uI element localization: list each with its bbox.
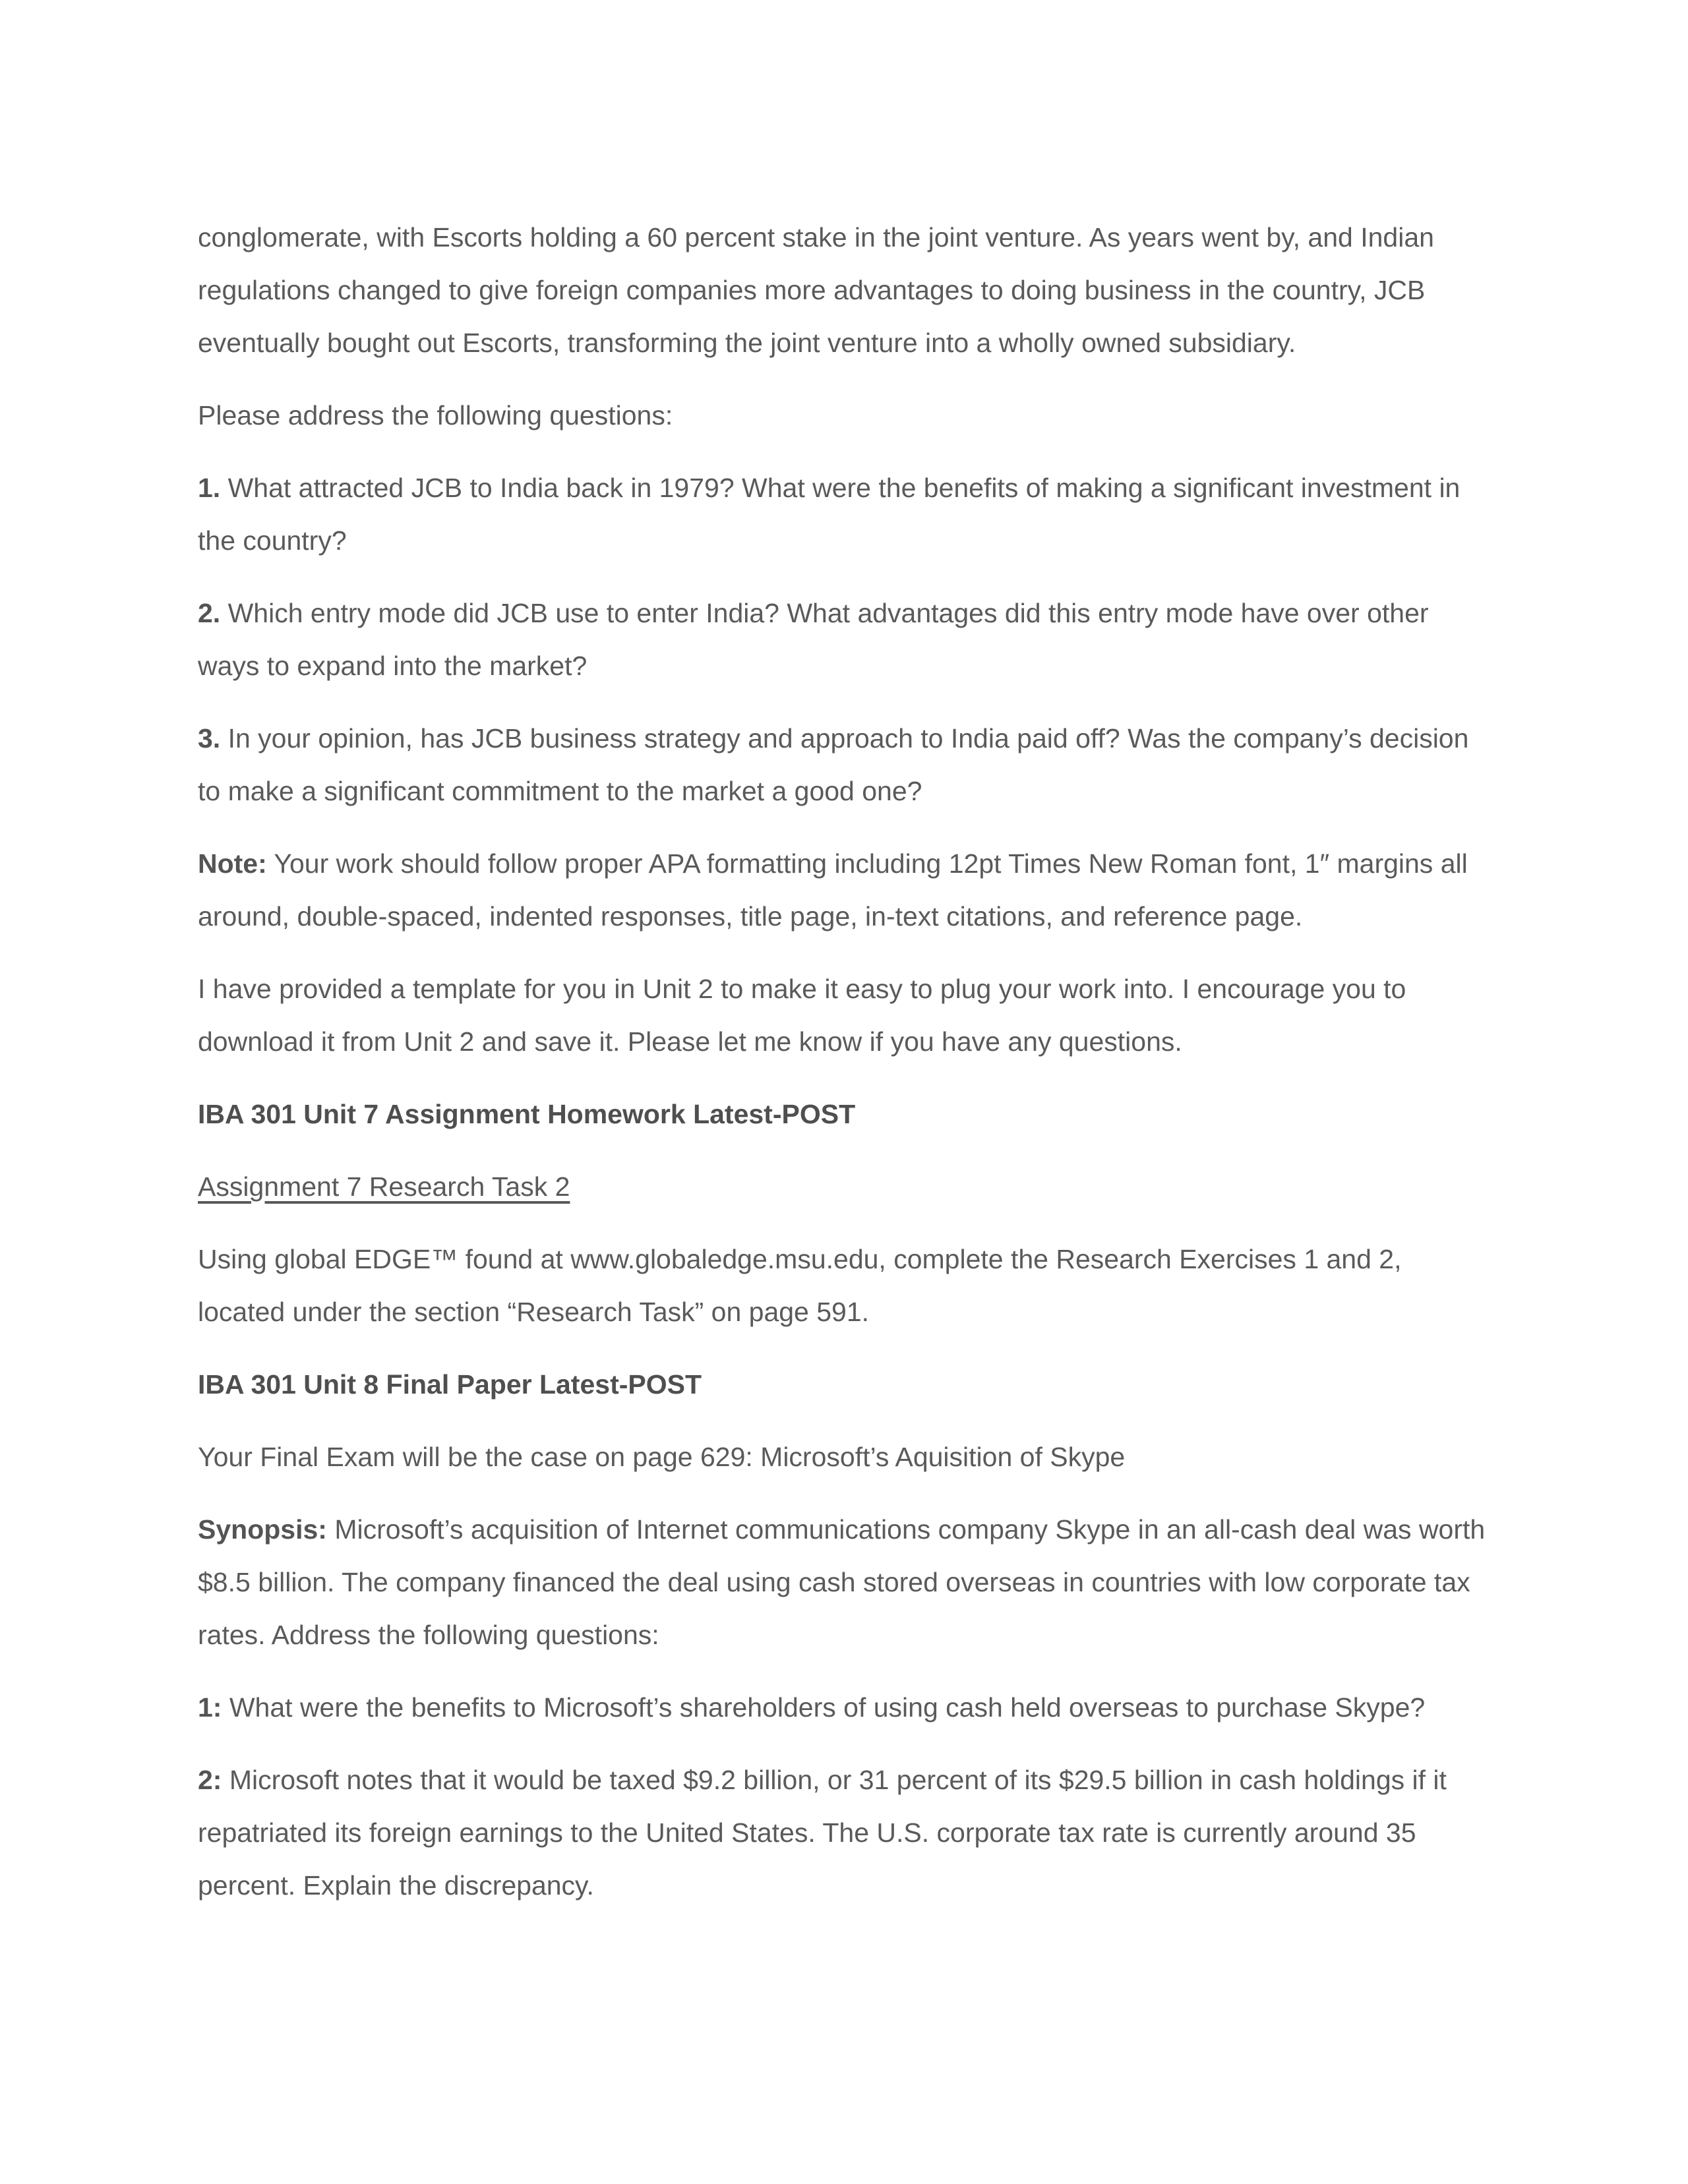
question-number: 2:: [198, 1765, 222, 1795]
formatting-note: [198, 837, 1490, 943]
paragraph-text: conglomerate, with Escorts holding a 60 percent stake in the joint venture. As years went by, and Indian regulations changed to give foreign companies more advantages to doing business in the country, JCB eventually bought out Escorts, transforming the joint venture into a wholly owned subsidiary.: [198, 222, 1434, 358]
synopsis-paragraph: [198, 1503, 1490, 1661]
paragraph-questions-intro: [198, 389, 1490, 442]
question-text: What were the benefits to Microsoft’s shareholders of using cash held overseas to purchase Skype?: [222, 1692, 1426, 1723]
question-number: 2.: [198, 598, 221, 628]
question-text: What attracted JCB to India back in 1979? What were the benefits of making a significant investment in the country?: [198, 473, 1461, 556]
unit7-subheading: Assignment 7 Research Task 2: [198, 1171, 570, 1202]
paragraph-text: Please address the following questions:: [198, 400, 673, 430]
unit7-body: Using global EDGE™ found at www.globaledge.msu.edu, complete the Research Exercises 1 and 2, located under the section “Research Task” on page 591.: [198, 1244, 1402, 1327]
question-number: 1:: [198, 1692, 222, 1723]
note-text: Your work should follow proper APA formatting including 12pt Times New Roman font, 1″ margins all around, double-spaced, indented responses, title page, in-text citations, and reference page.: [198, 848, 1468, 931]
question-1: [198, 461, 1490, 567]
question-number: 1.: [198, 473, 221, 503]
template-paragraph: [198, 962, 1490, 1068]
document-page: [198, 211, 1490, 1932]
paragraph-text: I have provided a template for you in Unit 2 to make it easy to plug your work into. I encourage you to download it from Unit 2 and save it. Please let me know if you have any questions.: [198, 974, 1406, 1057]
question-text: In your opinion, has JCB business strategy and approach to India paid off? Was the company’s decision to make a significant commitment to the market a good one?: [198, 723, 1469, 806]
note-label: Note:: [198, 848, 267, 879]
question-text: Microsoft notes that it would be taxed $9.2 billion, or 31 percent of its $29.5 billion in cash holdings if it repatriated its foreign earnings to the United States. The U.S. corporate tax rate is currently around 35 percent. Explain the discrepancy.: [198, 1765, 1447, 1901]
unit8-intro: Your Final Exam will be the case on page 629: Microsoft’s Aquisition of Skype: [198, 1442, 1126, 1472]
question-number: 3.: [198, 723, 221, 753]
unit8-heading: IBA 301 Unit 8 Final Paper Latest-POST: [198, 1369, 702, 1400]
synopsis-label: Synopsis:: [198, 1514, 327, 1545]
unit8-question-1: [198, 1681, 1490, 1734]
question-3: [198, 712, 1490, 817]
unit8-question-2: [198, 1754, 1490, 1912]
unit7-heading: IBA 301 Unit 7 Assignment Homework Latest-POST: [198, 1099, 856, 1129]
paragraph-jcb-conclusion: [198, 211, 1490, 369]
synopsis-text: Microsoft’s acquisition of Internet communications company Skype in an all-cash deal was worth $8.5 billion. The company financed the deal using cash stored overseas in countries with low corporate tax rates. Address the following questions:: [198, 1514, 1486, 1650]
question-text: Which entry mode did JCB use to enter India? What advantages did this entry mode have over other ways to expand into the market?: [198, 598, 1429, 681]
question-2: [198, 587, 1490, 692]
